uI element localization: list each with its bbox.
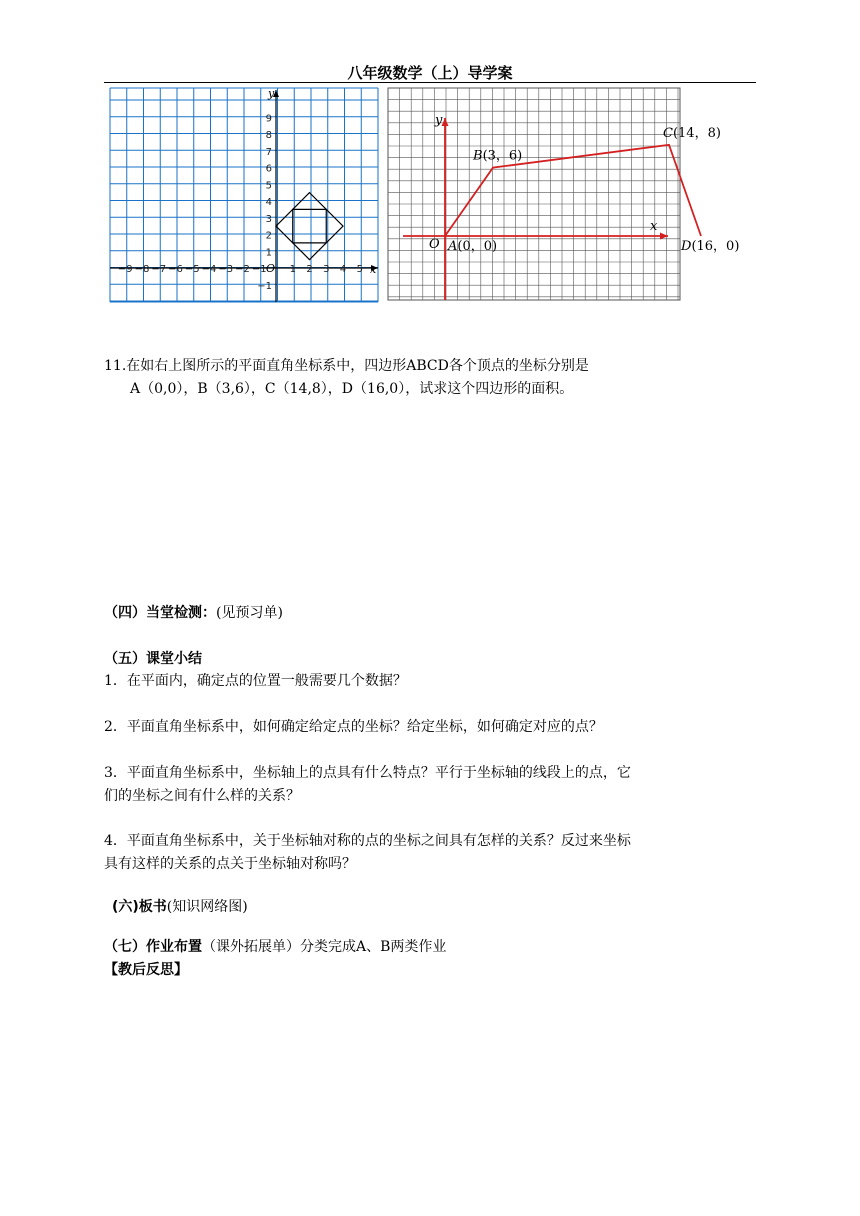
x-tick-label: 5 (356, 264, 363, 275)
page-header-title: 八年级数学（上）导学案 (347, 64, 513, 82)
section-7-note: （课外拓展单）分类完成A、B两类作业 (202, 939, 447, 955)
x-tick-label: −2 (235, 264, 250, 275)
x-axis-label: x (370, 263, 377, 276)
summary-item: 1．在平面内，确定点的位置一般需要几个数据？ (104, 673, 407, 689)
y-tick-label: −1 (257, 280, 272, 292)
y-tick-label: 6 (265, 163, 272, 175)
y-tick-label: 7 (265, 146, 272, 158)
section-6-note: (知识网络图) (166, 899, 248, 915)
y-tick-label: 3 (265, 213, 272, 225)
y-axis-label: y (435, 113, 443, 128)
x-tick-label: −8 (134, 264, 150, 275)
section-5-heading: （五）课堂小结 (104, 651, 202, 667)
section-7-heading: （七）作业布置 (104, 939, 202, 955)
point-label-d: D(16，0) (681, 239, 740, 254)
summary-item: 们的坐标之间有什么样的关系？ (104, 788, 300, 804)
summary-item: 具有这样的关系的点关于坐标轴对称吗？ (104, 856, 356, 872)
header-rule (104, 82, 756, 83)
origin-label: O (266, 262, 276, 275)
x-tick-label: 1 (289, 264, 296, 275)
point-label-b: B(3，6) (473, 148, 523, 164)
x-tick-label: 3 (323, 264, 330, 275)
y-axis-label: y (268, 87, 275, 100)
y-tick-label: 2 (265, 230, 272, 242)
section-6-heading: (六)板书 (112, 899, 167, 915)
y-tick-label: 8 (265, 130, 272, 141)
section-7 (104, 937, 446, 957)
inner-square (293, 209, 327, 243)
y-tick-label: 5 (265, 180, 272, 192)
x-tick-label: −9 (117, 264, 133, 275)
question-11-line-1: 11.在如右上图所示的平面直角坐标系中，四边形ABCD各个顶点的坐标分别是 (104, 358, 589, 374)
right-grid (388, 88, 680, 300)
x-tick-label: −1 (251, 264, 267, 275)
point-label-a: A(0，0) (448, 239, 498, 254)
y-axis-arrow (442, 118, 449, 126)
section-4 (104, 603, 283, 623)
x-axis-label: x (650, 219, 658, 234)
x-tick-label: −4 (201, 264, 217, 275)
right-quadrilateral-figure (388, 88, 740, 304)
summary-item: 2．平面直角坐标系中，如何确定给定点的坐标？给定坐标，如何确定对应的点？ (104, 719, 603, 735)
y-tick-label: 4 (265, 197, 272, 208)
y-tick-label: 9 (265, 113, 272, 125)
x-tick-label: −6 (168, 264, 183, 275)
reflection-heading: 【教后反思】 (104, 962, 188, 978)
question-11-line-2: A（0,0），B（3,6），C（14,8），D（16,0），试求这个四边形的面积。 (130, 381, 574, 397)
summary-item: 4．平面直角坐标系中，关于坐标轴对称的点的坐标之间具有怎样的关系？反过来坐标 (104, 833, 631, 849)
section-4-heading: （四）当堂检测： (104, 605, 216, 621)
origin-label: O (429, 237, 440, 252)
x-tick-label: −3 (218, 264, 234, 275)
x-axis-arrow (660, 233, 668, 240)
section-6 (112, 897, 248, 917)
x-tick-label: −5 (184, 264, 200, 275)
outer-diamond (276, 193, 343, 260)
left-coordinate-grid-figure (110, 88, 382, 306)
x-tick-label: 4 (339, 264, 347, 275)
grid-border (388, 88, 680, 300)
x-tick-label: −7 (151, 264, 167, 275)
x-tick-label: 2 (306, 264, 313, 275)
y-tick-label: 1 (265, 247, 272, 259)
section-4-note: (见预习单) (216, 605, 283, 621)
summary-item: 3．平面直角坐标系中，坐标轴上的点具有什么特点？平行于坐标轴的线段上的点，它 (104, 765, 631, 781)
point-label-c: C(14，8) (663, 125, 721, 141)
